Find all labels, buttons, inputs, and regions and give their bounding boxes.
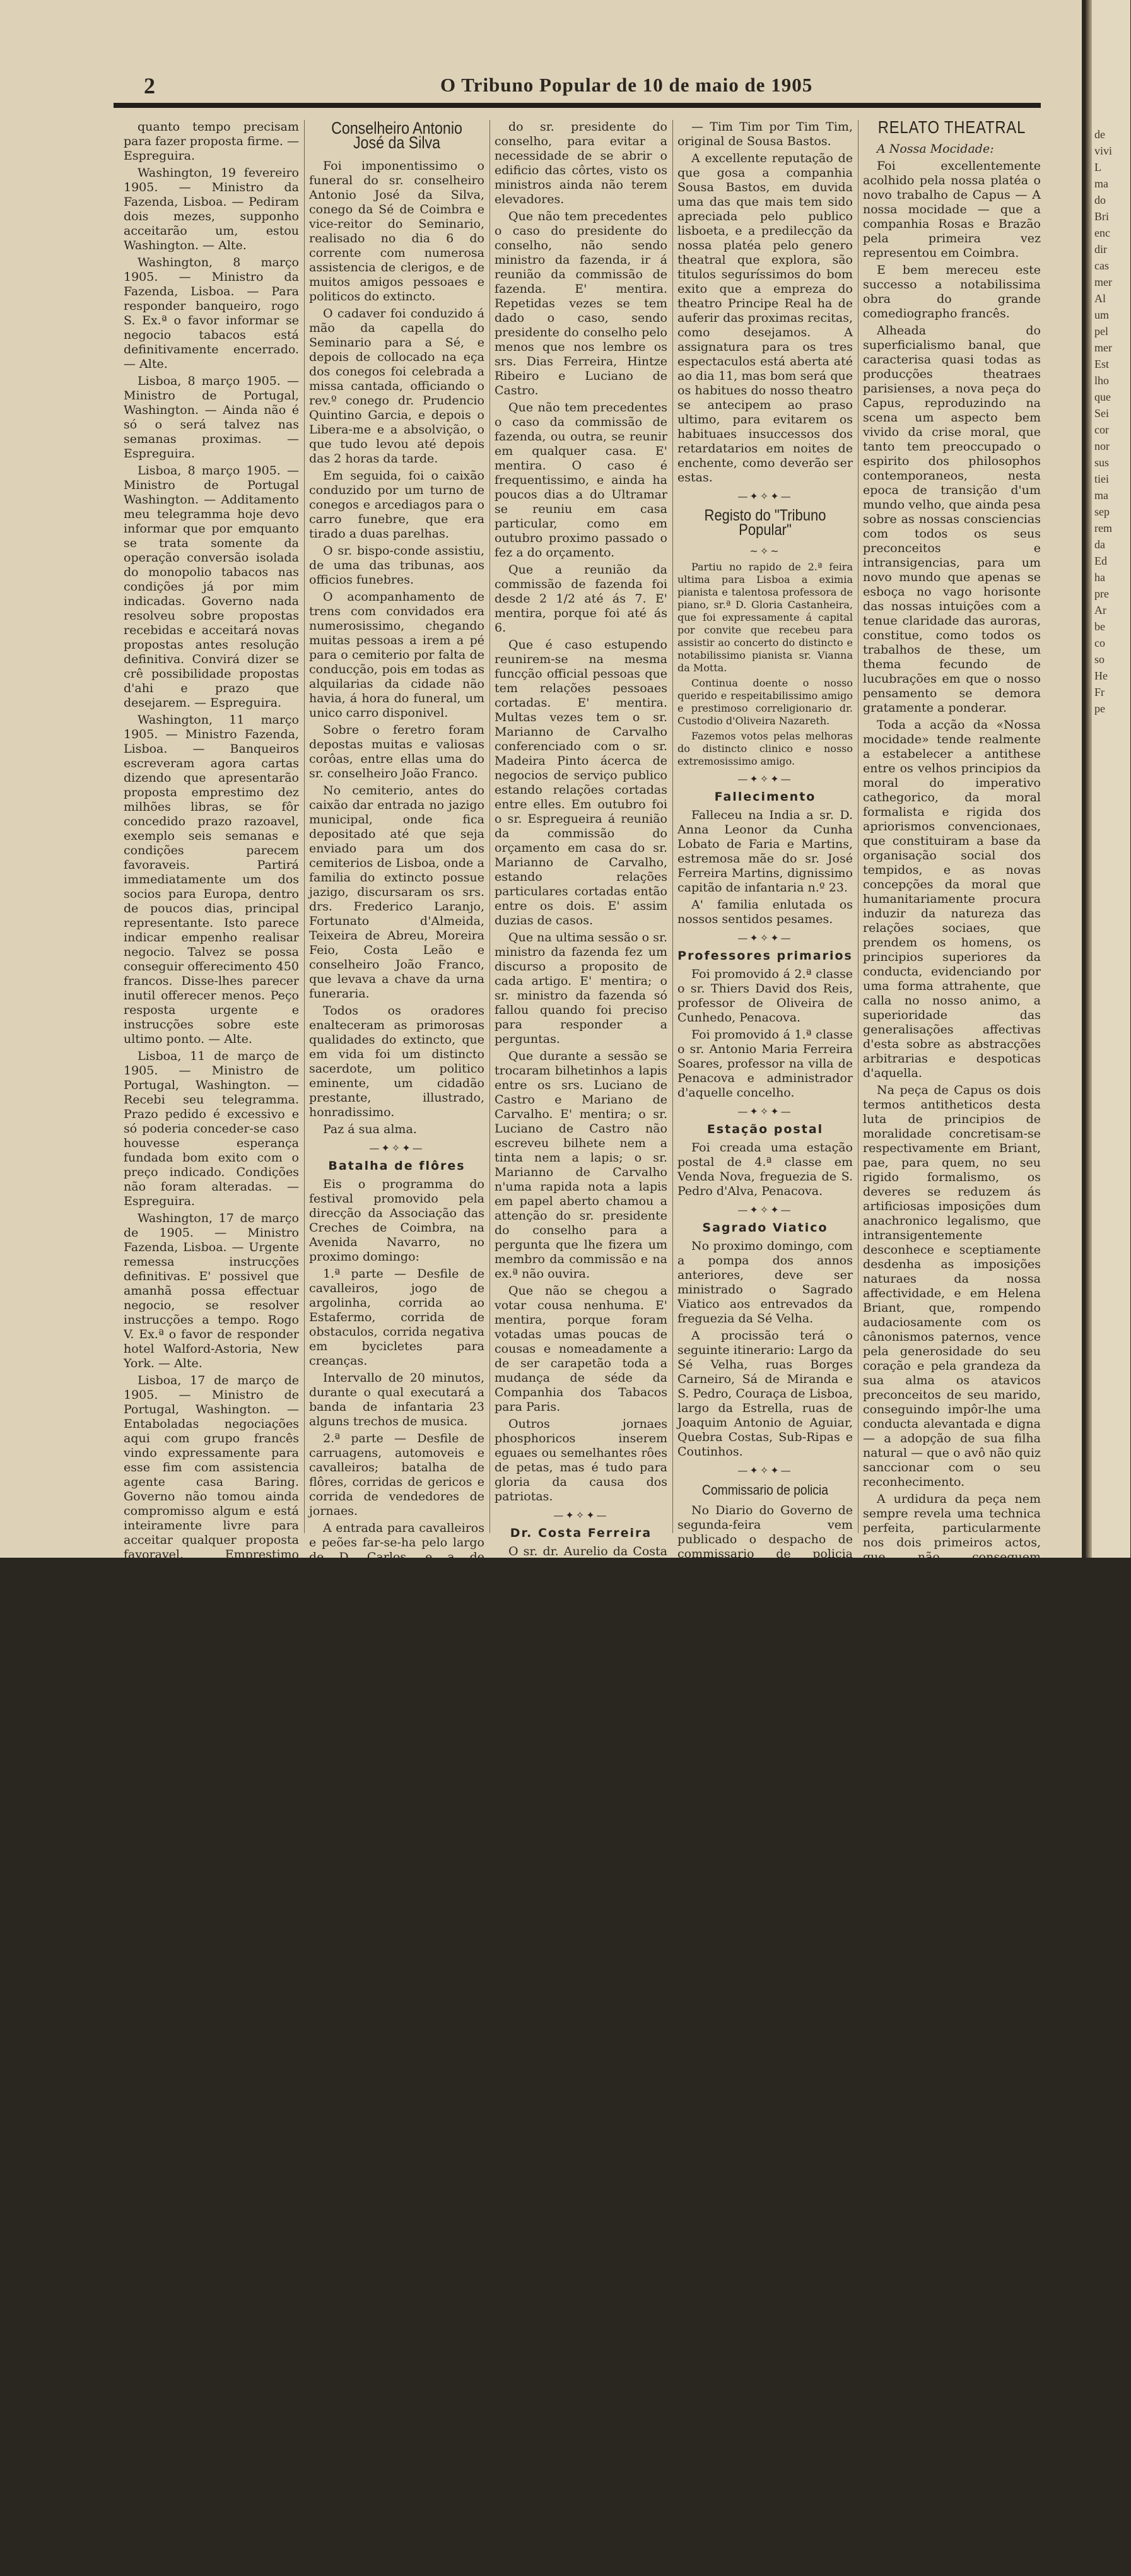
ornament: —✦✧✦— xyxy=(553,1651,609,1663)
column-telegrams xyxy=(124,120,299,2570)
fragment-line: ma xyxy=(1094,489,1108,502)
paragraph: Sobre o feretro foram depostas muitas e valiosas corôas, entre ellas uma do sr. conselheiro João Franco. xyxy=(309,723,484,780)
article-body xyxy=(863,159,1041,2576)
fragment-line: Ar xyxy=(1094,604,1106,616)
fragment-line: rem xyxy=(1094,522,1112,534)
article-body xyxy=(495,2156,667,2550)
section-title-theatro: Theatro Principe Real xyxy=(524,2135,638,2150)
paragraph: A acção desenrola-se desta maneira: xyxy=(863,1654,1041,1683)
paragraph: — Tim Tim por Tim Tim, original de Sousa Bastos. xyxy=(677,120,853,148)
ornament: —✦✧✦— xyxy=(553,1509,609,1521)
ornament: —✦✧✦— xyxy=(553,2117,609,2129)
fragment-line: um xyxy=(1094,309,1110,321)
paragraph: Luciano Briant e sua esposa Helena Briant, vão, acompanhados pelo pae de Luciano, passar uns dias para Trouville, em casa d'um amigo e companheiro de juventude, Chartier, que vive em companhia d'uma irmã Laura de Roine. xyxy=(863,1686,1041,1816)
column-divider xyxy=(672,120,673,1533)
fragment-line: mer xyxy=(1094,276,1112,288)
fragment-line: sus xyxy=(1094,456,1110,469)
paragraph: A entrada para cavalleiros e peões far-se-ha pelo largo de D. Carlos, e a de carruagens e automoveis pelo largo das Ameias. xyxy=(309,1521,484,1593)
paragraph: Que o presidente do conselho foi fazer pressão sobre a commissão. E' mentira porque começou por declarar não pôr questão politica e desejar a lei e contracto tão melhorados quanto possivel. xyxy=(309,2124,484,2240)
section-title-estacao: Estação postal xyxy=(706,1122,824,1136)
fragment-line: enc xyxy=(1094,226,1110,239)
paragraph: Foi creada uma estação postal de 4.ª classe em Venda Nova, freguezia de S. Pedro d'Alva, Penacova. xyxy=(677,1141,853,1198)
paragraph: Muitos agradecimentos. xyxy=(138,2556,285,2570)
section-title-commissario: Commissario de policia xyxy=(701,1482,829,1498)
paragraph: Alheada do superficialismo banal, que caracterisa quasi todas as producções theatraes parisienses, a nova peça do Capus, reproduzindo na scena um aspecto bem vivido da crise moral, que tanto tem preoccupado o espirito dos philosophos contemporaneos, nesta epoca de transição d'um mundo velho, que ainda pesa sobre as nossas consciencias com todos os seus preconceitos e intransigencias, para um novo mundo que apenas se esboça no vago horisonte das nossas intuições com a tenue claridade das auroras, constitue, como todos os trabalhos de these, um thema fecundo de lucubrações em que o nosso pensamento se demora gratamente a ponderar. xyxy=(863,324,1041,715)
paragraph: Eis o programma do festival promovido pela direcção da Associação das Creches de Coimbra, na Avenida Navarro, no proximo domingo: xyxy=(309,1177,484,1264)
next-page-fragments xyxy=(1094,126,1131,717)
paragraph: Foi promovido á 2.ª classe o sr. Thiers David dos Reis, professor de Oliveira de Cunhedo, Penacova. xyxy=(677,967,853,1025)
fragment-line: Ed xyxy=(1094,555,1107,567)
paragraph: do sr. presidente do conselho, para evitar a necessidade de se abrir o edificio das côrtes, visto os ministros ainda não terem elevadores. xyxy=(495,120,667,206)
paragraph: Sob a epigraphe Rol das petas, diz o Popular de hoje: xyxy=(309,1638,484,1666)
fragment-line: sep xyxy=(1094,505,1110,518)
column-relato xyxy=(863,117,1041,2575)
paragraph: Que a commissão ao findar a sessão resolveu reunir-se de futuro em casa do sr. presidente do conselho. E' mentira. O presidente da commissão disse, que concorreria a qualquer sessão em qualquer sala, quando não houvesse necessidade de subir escadas, e quando não tivesse que expôr-se á friagem da noite. Declarou não ter duvida em ir a casa do sr. presidente do conselho, e por tambem a sua casa á disposição da commissão. Resolveu-se que a primeira sessão fosse domingo e em casa xyxy=(309,2243,484,2532)
fragment-line: Sei xyxy=(1094,407,1110,420)
ornament: —✦✧✦— xyxy=(184,2373,239,2385)
fragment-line: cor xyxy=(1094,423,1109,436)
column-registo xyxy=(677,120,853,2226)
section-title-suffragios: Suffragios xyxy=(724,1890,807,1904)
article-body xyxy=(309,1638,484,2533)
section-title-professores: Professores primarios xyxy=(677,949,853,963)
article-body xyxy=(677,561,853,768)
binding-spine xyxy=(1086,0,1092,1558)
paragraph: Washington, 8 março 1905. — Ministro da Fazenda, Lisboa. — Para responder banqueiro, rogo S. Ex.ª o favor informar se negocio tabacos está definitivamente encerrado. — Alte. xyxy=(124,256,299,371)
article-body xyxy=(309,159,484,1137)
ornament: —✦✧✦— xyxy=(737,490,793,502)
column-divider xyxy=(304,120,305,1533)
fragment-line: lho xyxy=(1094,374,1110,387)
fragment-line: Est xyxy=(1094,358,1110,370)
column-funeral xyxy=(309,119,484,2532)
paragraph: Que não tem precedentes o caso da commissão de fazenda, ou outra, se reunir em qualquer casa. E' mentira. O caso é frequentissimo, e ainda ha poucos dias a do Ultramar se reuniu em casa particular, como em outubro proximo passado o fez a do orçamento. xyxy=(495,401,667,560)
paragraph: Partiu no rapido de 2.ª feira ultima para Lisboa a eximia pianista e talentosa professora de piano, sr.ª D. Gloria Castanheira, que foi expressamente á capital por convite que recebeu para assistir ao concerto do distincto e notabilissimo pianista sr. Vianna da Motta. xyxy=(677,561,853,674)
paragraph: Lisboa, 8 março 1905. — Ministro de Portugal, Washington. — Ainda não é só o será talvez nas semanas proximas. — Espreguira. xyxy=(124,374,299,461)
article-body xyxy=(677,1677,853,1868)
article-body xyxy=(677,808,853,927)
fragment-line: do xyxy=(1094,194,1106,206)
article-body xyxy=(677,1908,853,2085)
ornament: ~✧~ xyxy=(749,545,781,557)
paragraph: Intervallo de 20 minutos, durante o qual executará a banda de infantaria 23 alguns trechos de musica. xyxy=(309,1371,484,1428)
paragraph: Fazemos votos pelas melhoras do distincto clinico e nosso extremosissimo amigo. xyxy=(677,730,853,767)
paragraph: Que durante a sessão se trocaram bilhetinhos a lapis entre os srs. Luciano de Castro e Mariano de Carvalho. E' mentira; o sr. Luciano de Castro não escreveu bilhete nem a tinta nem a lapis; o sr. Marianno de Carvalho n'uma rapida nota a lapis em papel aberto chamou a attenção do sr. presidente do conselho para a pergunta que lhe fizera um membro da commissão e na ex.ª não ouvira. xyxy=(495,1049,667,1281)
paragraph: A empreza do Theatro Principe Real vae mimosear-nos esta semana, nos dias 12, 13 e 14, com tres magnificas recitas pela Companhia Sousa Bastos, de que fazem parte, entre outros artistas de merecimento, a notavel actriz Palmyra Bastos e o apreciado comico Alfredo de Carvalho. xyxy=(495,2156,667,2329)
paragraph: Felicitamos cordealmente os nossos amigos d'aquelle concelho. xyxy=(677,1825,853,1867)
ornament: —✦✧✦— xyxy=(737,932,793,944)
ornament: —✦✧✦— xyxy=(737,1105,793,1117)
paragraph: Que não tem precedentes o caso do presidente do conselho, não sendo ministro da fazenda, ir á reunião da commissão de fazenda. E' mentira. Repetidas vezes se tem dado o caso, sendo presidente do conselho pelo menos que nos lembre os srs. Dias Ferreira, Hintze Ribeiro e Luciano de Castro. xyxy=(495,209,667,397)
paragraph: Lisboa, 22 de março, 1905. — Ministro de Portugal, Washington. — Banqueiros podem apresentar proposta com clausula expressa de continuar monopolio 1907 a 1926, explorado pela actual ou outra companhia, devendo Governo reembolsar o capital em divida em 1926, se nesse anno cessar monopolio. — Espreguira. xyxy=(124,2148,299,2350)
article-body xyxy=(677,967,853,1100)
paragraph: 1.ª parte — Desfile de cavalleiros, jogo de argolinha, corrida ao Estafermo, corrida de obstaculos, corrida negativa em bycicletes para creanças. xyxy=(309,1267,484,1368)
section-title-batalha: Batalha de flôres xyxy=(328,1159,466,1173)
fragment-line: pe xyxy=(1094,702,1105,715)
continua-note: (Continúa). xyxy=(230,2353,299,2367)
paragraph: Paz á sua alma. xyxy=(323,1122,417,1136)
paragraph: Que é caso estupendo reunirem-se na mesma funcção official pessoas que tem relações pessoaes cortadas. E' mentira. Multas vezes tem o sr. Marianno de Carvalho conferenciado com o sr. Madeira Pinto ácerca de negocios de serviço publico estando relações cortadas entre elles. Em outubro foi o sr. Espregueira á reunião da commissão do orçamento em casa do sr. Marianno de Carvalho, estando relações particulares cortadas então entre os dois. E' assim duzias de casos. xyxy=(495,638,667,927)
section-title-petas: Rol das petas xyxy=(354,1615,440,1633)
paragraph: Muito affectuosas bem-vindas a sua ex.ª xyxy=(677,1608,853,1636)
paragraph: Está preso no commissariado de policia José Maria Leal, do concelho da Figueira da Foz, por ter furtado a Augusto Bento da Silva Rascão, de Carvalhaes de Lavos, 152$000 réis, segundo confissão do proprio preso. xyxy=(495,1799,667,1944)
paragraph: Rol do Seculo. — Que a sessão da commissão de fazenda se suspendeu para se reconciliarem os srs. Luciano de Castro e Marianno de Carvalho, havendo commoção profunda e longa pausa. Tudo isto é mentira. Estando já presentes o sr. Marianno de Carvalho e outros membros da commissão, mas não começada a sessão, entrou o sr. Luciano de Castro, que cumprimentou todos os presentes incluindo o sr. Marianno de Carvalho, que correspondeu ao cumprimento. Nem se interrompeu sessão nem houve commoções grandes ou pequenas. xyxy=(309,1788,484,2121)
page-header xyxy=(144,73,1046,98)
section-title-ponte: Ponte de Montemór xyxy=(688,1659,843,1673)
paragraph: O sr. dr. Aurelio da Costa Ferreira, licenciado na faculdade de philosophia e quintanista da faculdade de medicina, foi nomeado socio effectivo da Sociedade de Geographia de Lisboa. xyxy=(495,1544,667,1645)
paragraph: O Definitorio da Veneravel Ordem Terceira, manda resar tres missas, na sua igreja do Carmo, nos dias 11, 12 e 13 do corrente, pelas 7 e meia horas da manhã, pela alma do sr. conselheiro conego Antonio José da Silva irmão que foi d'esta Ordem. xyxy=(677,1908,853,2053)
paragraph: Lisboa, 8 março 1905. — Ministro de Portugal Washington. — Additamento meu telegramma hoje devo informar que por emquanto se trata somente da operação conversão isolada do monopolio tabacos nas condições já por mim indicadas. Governo nada resolveu sobre propostas recebidas e acceitará novas propostas antes resolução definitiva. Convirá dizer se crê possibilidade propostas d'ahi e prazo que desejarem. — Espreguira. xyxy=(124,464,299,710)
fragment-line: de xyxy=(1094,128,1105,141)
article-body xyxy=(495,120,667,1504)
next-page-edge xyxy=(1082,0,1130,1558)
page-number: 2 xyxy=(144,73,155,98)
ornament: —✦✧✦— xyxy=(737,1642,793,1654)
section-title-lyceu: Lyceu de Coimbra xyxy=(511,1668,651,1682)
article-subtitle: A Nossa Mocidade: xyxy=(877,142,994,156)
paragraph: Washington, 19 fevereiro 1905. — Ministro da Fazenda, Lisboa. — Pediram dois mezes, supponho acceitarão um, estou Washington. — Alte. xyxy=(124,166,299,252)
masthead: O Tribuno Popular de 10 de maio de 1905 xyxy=(440,74,813,96)
paragraph: No Diario do Governo de segunda-feira vem publicado o despacho de commissario de policia d'este districto, do sr. capitão Joaquim José Ferreira de Aguiar. xyxy=(677,1503,853,1604)
header-rule xyxy=(114,103,1041,108)
ornament: —✦✧✦— xyxy=(737,773,793,785)
paragraph: Lisboa, 17 de março de 1905. — Ministro de Portugal, Washington. — Entaboladas negociações aqui com grupo francês vindo expressamente para esse fim com assistencia agente casa Baring. Governo não tomou ainda compromisso algum e está inteiramente livre para acceitar qualquer proposta favoravel. Emprestimo separado do monopolio, dando como garantia receita tabacos, qualquer que seja systema exploração. Preço firme de 450 francos por obrigação, ficando unicamente cargo Governo entrega titulos definitivos e sêllo, seria acceitavel se houver garantia absolutamente segura. Bastará que banqueiros tenham a esse preço numero obrigações necessarias para se obterem de 6 a 8 milhões libras. Resto de obrigações até prefazerem 600 mil, poderão ficar reservadas para Governo com opção de parte, se tomadores quizerem. xyxy=(124,1373,299,1881)
section-title-fallecimento: Fallecimento xyxy=(714,790,816,804)
section-title-subsidio: Subsidio xyxy=(731,2107,799,2121)
section-title-fontes: Fontes xyxy=(184,2390,238,2404)
paragraph: Continua doente o nosso querido e respeitabilissimo amigo e prestimoso correligionario dr. Custodio d'Oliveira Nazareth. xyxy=(677,677,853,727)
paragraph: A excellente reputação de que gosa a companhia Sousa Bastos, em duvida uma das que mais tem sido apreciada pelo publico lisboeta, e a predilecção da nossa platéa pelo genero theatral que explora, são titulos seguríssimos do bom exito que a empreza do theatro Principe Real ha de auferir das proximas recitas, como desejamos. A assignatura para os tres espectaculos está aberta até ao dia 11, mas bom será que os habitues do nosso theatro se antecipem ao praso ultimo, para evitarem os habituaes insuccessos dos retardatarios em noites de enchente, como deverão ser estas. xyxy=(677,151,853,485)
paragraph: No proximo domingo, com a pompa dos annos anteriores, deve ser ministrado o Sagrado Viatico aos entrevados da freguezia da Sé Velha. xyxy=(677,1239,853,1326)
paragraph: Foi auctorisado o pagamento do subsidio concedido á egreja de Pereira, concelho de Montemór-o-Velho, pelo que felicitamos os nossos amigos d'aquella villa. xyxy=(677,2126,853,2226)
column-divider xyxy=(858,120,859,1533)
section-title-registo: Registo do "Tribuno Popular" xyxy=(704,507,826,539)
paragraph: Outros jornaes phosphoricos inserem eguaes ou semelhantes rôes de petas, mas é tudo para gloria da causa dos patriotas. xyxy=(495,1417,667,1503)
paragraph: Na peça de Capus os dois termos antitheticos desta luta de principios de moralidade concretisam-se respectivamente em Briant, pae, para quem, no seu rigido formalismo, os deveres se reduzem ás artificiosas imposições dum anachronico legalismo, que intransigentemente desconhece e sceptiamente desdenha as imposições naturaes da nossa affectividade, e em Helena Briant, que, rompendo audaciosamente com os cânonismos paternos, vence pela generosidade do seu coração e pela grandeza da sua alma os atavicos preconceitos de seu marido, conseguindo impôr-lhe uma conducta alevantada e digna — a adopção de sua filha natural — que o avô não quiz sanccionar com o seu reconhecimento. xyxy=(863,1083,1041,1489)
article-body xyxy=(677,120,853,485)
paragraph: Creio podemos esperar alguns dias, mas se obtivermos promptamente melhores condições de banqueiros francezes, não poderemos recusar. Continue não obstante diligencias que poderão ser coroadas de bom exito, se banqueiros francezes demorarem resolução. Preço maximo offerecido pouco inferior ao indicado. Producto do emprestimo a entregar em Paris ou Londres, antes de 1 de outubro proximo. — Espreguira. xyxy=(124,1884,299,2144)
fragment-line: pel xyxy=(1094,325,1108,338)
paragraph: O cadaver foi conduzido á mão da capella do Seminario para a Sé, e depois de collocado na eça dos conegos foi celebrada a missa cantada, officiando o rev.º conego dr. Prudencio Quintino Garcia, e depois o Libera-me e a absolvição, o que tudo levou até depois das 2 horas da tarde. xyxy=(309,307,484,466)
paragraph: A' familia enlutada os nossos sentidos pesames. xyxy=(677,898,853,926)
fragment-line: co xyxy=(1094,637,1105,649)
paragraph: Em seguida, foi o caixão conduzido por um turno de conegos e arcediagos para o carro funebre, que era tirado a duas parelhas. xyxy=(309,469,484,541)
paragraph: O acompanhamento de trens com convidados era numerosissimo, chegando muitas pessoas a irem a pé para o cemiterio por falta de conducção, pois em todas as alquilarias da cidade não havia, á hora do funeral, um unico carro disponivel. xyxy=(309,590,484,720)
article-title-relato: RELATO THEATRAL xyxy=(877,117,1026,137)
article-body xyxy=(309,1177,484,1594)
fragment-line: mer xyxy=(1094,341,1112,354)
fragment-line: Al xyxy=(1094,292,1106,305)
fragment-line: cas xyxy=(1094,259,1109,272)
paragraph: Foi imponentissimo o funeral do sr. conselheiro Antonio José da Silva, conego da Sé de Coimbra e vice-reitor do Seminario, realisado no dia 6 do corrente com numerosa assistencia de clerigos, e de muitos amigos pessoaes e politicos do extincto. xyxy=(309,159,484,303)
section-title-roubo: Roubo xyxy=(556,1781,606,1795)
paragraph: Lisboa, 11 de março de 1905. — Ministro de Portugal, Washington. — Recebi seu telegramma. Prazo pedido é excessivo e só poderia conceder-se caso houvesse esperança fundada bom exito com o preço indicado. Condições não foram alteradas. — Espreguira. xyxy=(124,1049,299,1208)
paragraph: O governo determinou que o sr. director de Obras Publicas d'este districto proceda ao estudo do ante-projecto d'uma ponte metallica sobre o Mondego, no local da Levandeira ou Casal Novo do Rio, proximo da villa de Montemór-o-Velho. xyxy=(677,1677,853,1821)
fragment-line: dir xyxy=(1094,243,1107,256)
ornament: —✦✧✦— xyxy=(737,1464,793,1476)
fragment-line: ma xyxy=(1094,177,1108,190)
paragraph: Foi excellentemente acolhido pela nossa platéa o novo trabalho de Capus — A nossa mocidade — que a companhia Rosas e Brazão pela primeira vez representou em Coimbra. xyxy=(863,159,1041,260)
fragment-line: vivi xyxy=(1094,144,1113,157)
paragraph: O sr. bispo-conde assistiu, de uma das tribunas, aos officios funebres. xyxy=(309,544,484,587)
paragraph: Que a reunião da commissão de fazenda foi desde 2 1/2 até ás 7. E' mentira, porque foi até ás 6. xyxy=(495,563,667,635)
fragment-line: Fr xyxy=(1094,686,1105,698)
fragment-line: be xyxy=(1094,620,1105,633)
ornament: —✦✧✦— xyxy=(369,1599,425,1611)
paragraph: quanto tempo precisam para fazer proposta firme. — Espreguira. xyxy=(124,120,299,163)
paragraph: Washington, 11 março 1905. — Ministro Fazenda, Lisboa. — Banqueiros escreveram agora cartas dizendo que apresentarão proposta emprestimo dez milhões libras, se fôr concedido prazo razoavel, exemplo seis semanas e condições parecem favoraveis. Partirá immediatamente um dos socios para Europa, dentro de poucos dias, principal representante. Isto parece indicar empenho realisar negocio. Talvez se possa conseguir offerecimento 450 francos. Disse-lhes parecer inutil offerecer menos. Peço resposta urgente e instrucções sobre este ultimo ponto. — Alte. xyxy=(124,713,299,1046)
ornament: —✦✧✦— xyxy=(369,1142,425,1154)
fragment-line: nor xyxy=(1094,440,1110,452)
paragraph: A procissão terá o seguinte itinerario: Largo da Sé Velha, ruas Borges Carneiro, Sá de Miranda e S. Pedro, Couraça de Lisboa, largo da Estrella, ruas de Joaquim Antonio de Aguiar, Quebra Costas, Sub-Ripas e Coutinhos. xyxy=(677,1329,853,1459)
paragraph: Falleceu na India a sr. D. Anna Leonor da Cunha Lobato de Faria e Martins, estremosa mãe do sr. José Ferreira Martins, dignissimo capitão de infantaria n.º 23. xyxy=(677,808,853,895)
section-title-costa: Dr. Costa Ferreira xyxy=(510,1526,652,1540)
paragraph: Todos os oradores enalteceram as primorosas qualidades do extincto, que em vida foi um distincto sacerdote, um politico eminente, um cidadão prestante, illustrado, honradissimo. xyxy=(309,1004,484,1119)
fragment-line: Bri xyxy=(1094,210,1110,223)
fragment-line: que xyxy=(1094,391,1111,403)
paragraph: O vasculho, a rescender hydrophobia: xyxy=(495,1947,667,1975)
paragraph: Que não se chegou a votar cousa nenhuma. E' mentira, porque foram votadas umas poucas de cousas e nomeadamente a de ser carapetão toda a mudança de séde da Companhia dos Tabacos para Paris. xyxy=(495,1284,667,1414)
article-title-conselheiro: Conselheiro Antonio José da Silva xyxy=(331,119,462,152)
paragraph: Luciano Briant tem, d'uma ligação da mocidade, uma filha natural, Luciana, a quem a mãe pouco antes de morrer, confia o nome do pae, dando-lhe ao mesmo tempo uma photographia que possue d'elle e recommendando-lhe que, quando na sua vida encontrar embaraços, se dirija a Chartier, dizendo-lhe de quem é filha, pois tem a certeza de que elle a aconselhará bem e procurará arranjar-lhe collocação, onde ella possa dignamente ganhar os meios de subsistencia. xyxy=(863,1819,1041,2094)
paragraph: O governo mandou construir uma fonte em Penalva d'Alva, concelho de Oliveira do Hospital, cuja despeza está orçada em 150$000 réis e outra na Ademia, concelho de Coimbra, para a qual designou a verba de 250$000 réis. xyxy=(124,2408,299,2553)
paragraph: E bem mereceu este successo a notabilissima obra do grande comediographo francês. xyxy=(863,263,1041,321)
fragment-line: da xyxy=(1094,538,1105,551)
article-body xyxy=(677,1503,853,1637)
paragraph: Este rol é enorme, incluindo as petas graciosas dos phosphoros, do Seligmann, da séde para Paris e outras muitas. Agora temos á bica as petas ácerca da penultima reunião da commissão de fazenda. xyxy=(309,1669,484,1785)
paragraph: E' absolutamente falso. xyxy=(508,2097,650,2111)
paragraph: Foi promovido á 1.ª classe o sr. Antonio Maria Ferreira Soares, professor na villa de Penacova e administrador d'aquelle concelho. xyxy=(677,1028,853,1100)
fragment-line: L xyxy=(1094,161,1101,173)
fragment-line: ha xyxy=(1094,571,1105,584)
paragraph: A familia do fallecido é convidada a assistir. xyxy=(677,2056,853,2085)
fragment-line: tiei xyxy=(1094,473,1109,485)
section-title-viatico: Sagrado Viatico xyxy=(702,1221,828,1235)
paragraph: Que na ultima sessão o sr. ministro da fazenda fez um discurso a proposito de cada artigo. E' mentira; o sr. ministro da fazenda só fallou quando foi preciso para responder a perguntas. xyxy=(495,931,667,1046)
ornament: —✦✧✦— xyxy=(737,2090,793,2102)
paragraph: Washington, 17 de março de 1905. — Ministro Fazenda, Lisboa. — Urgente remessa instrucções definitivas. E' possivel que amanhã possa effectuar negocio, se resolver instrucções a tempo. Rogo V. Ex.ª o favor de responder hotel Walford-Astoria, New York. — Alte. xyxy=(124,1211,299,1370)
article-body xyxy=(677,1239,853,1459)
ornament: —✦✧✦— xyxy=(737,1873,793,1885)
article-body xyxy=(495,1799,667,2112)
ornament: —✦✧✦— xyxy=(737,1204,793,1216)
paragraph: 2.ª parte — Desfile de carruagens, automoveis e cavalleiros; batalha de flôres, corridas de gericos e corrida de vendedores de jornaes. xyxy=(309,1432,484,1518)
paragraph: A urdidura da peça nem sempre revela uma technica perfeita, particularmente nos dois primeiros actos, que não conseguem interessar o publico, mas este defeito é superabundantemente compensado nos seguintes, que podem quasi reputar-se impeccaveis. xyxy=(863,1492,1041,1651)
fragment-line: pre xyxy=(1094,587,1109,600)
fragment-line: so xyxy=(1094,653,1105,666)
telegram-list xyxy=(124,120,299,2351)
paragraph: Toda a acção da «Nossa mocidade» tende realmente a estabelecer a antithese entre os velhos principios da moral do imperativo cathegorico, da moral formalista e rigida dos apriorismos convencionaes, que constituiram a base da organisação social dos tempidos, e as novas concepções da moral que humanitariamente procura induzir da natureza das relações sociaes, que prendem os homens, os principios superiores da conducta, evidenciando por uma forma attrahente, que calla no nosso animo, a superioridade das generalisações affectivas d'esta sobre as abstracções arbitrarias e despoticas d'aquella. xyxy=(863,718,1041,1080)
paragraph: «Na quarta-feira, vespera da reunião da commissão dos tabacos, o sr. conde de Burnay procurou em sua casa o sr. conselheiro José Luciano de Castro, com quem conferenciou largamente.» xyxy=(495,1979,667,2094)
column-divider xyxy=(489,120,490,1533)
paragraph: No primeiro espectaculo, na sexta-feira, será representada, segundo diz o cartaz, a opera comica de Audran, vertida em portuguez pelos srs. Souza Bastos e Accacio Antunes com o titulo — a Boneca —; no segundo, no sabbado, serão levadas á scena a comedia lyrica — Zaneto — e a opera burlesca — Fausto o Petiz; no terceiro, no domingo, a conhecida e apreciada revista xyxy=(495,2332,667,2550)
paragraph: Foi nomeado, mediante concurso, professor do lyceu de Coimbra o sr. Augusto Cesar Correia d'Aguiar. xyxy=(495,1686,667,1758)
column-petas-cont xyxy=(495,120,667,2550)
ornament: —✦✧✦— xyxy=(553,1764,609,1776)
paragraph: No cemiterio, antes do caixão dar entrada no jazigo municipal, onde fica depositado até que seja enviado para um dos cemiterios de Lisboa, onde a familia do extincto possue jazigo, discursaram os srs. drs. Frederico Laranjo, Fortunato d'Almeida, Teixeira de Abreu, Moreira Feio, Costa Leão e conselheiro João Franco, que levava a chave da urna funeraria. xyxy=(309,784,484,1001)
fragment-line: He xyxy=(1094,669,1108,682)
paragraph: Achando-se nestas circumstancias, procura Chartier que, ao saber de quem ella é filha, fica bastante perplexo acabando porém por declarar-lhe que o pae é seu hospede nessa occasião. Luciana pede-lhe para não lho dizer nada, em vista de sua mãe, á hora da morte, lhe recommendar que nunca se lhe dirigisse, pois que ella tinha cumprido para com ella todos os deveres a que se achara obrigado; Chartier compromette-se a nada dizer a Luciano, mas a irmã, Laura de Roine, a quem elle conta tudo, e que, ao encontrar-se com Luciana pela primeira vez, sente logo por ella profunda sympathia, entende que o melhor é dizel-o a Luciano Briant; pois está convencida que elle se sentirá feliz por ver a filha, mas este, que é um caracter irresoluto e que nada faz sem consultar o pae, não quer ver a filha, mas declara que lhe estabelece uma pensão annual, com a condição xyxy=(863,2097,1041,2575)
